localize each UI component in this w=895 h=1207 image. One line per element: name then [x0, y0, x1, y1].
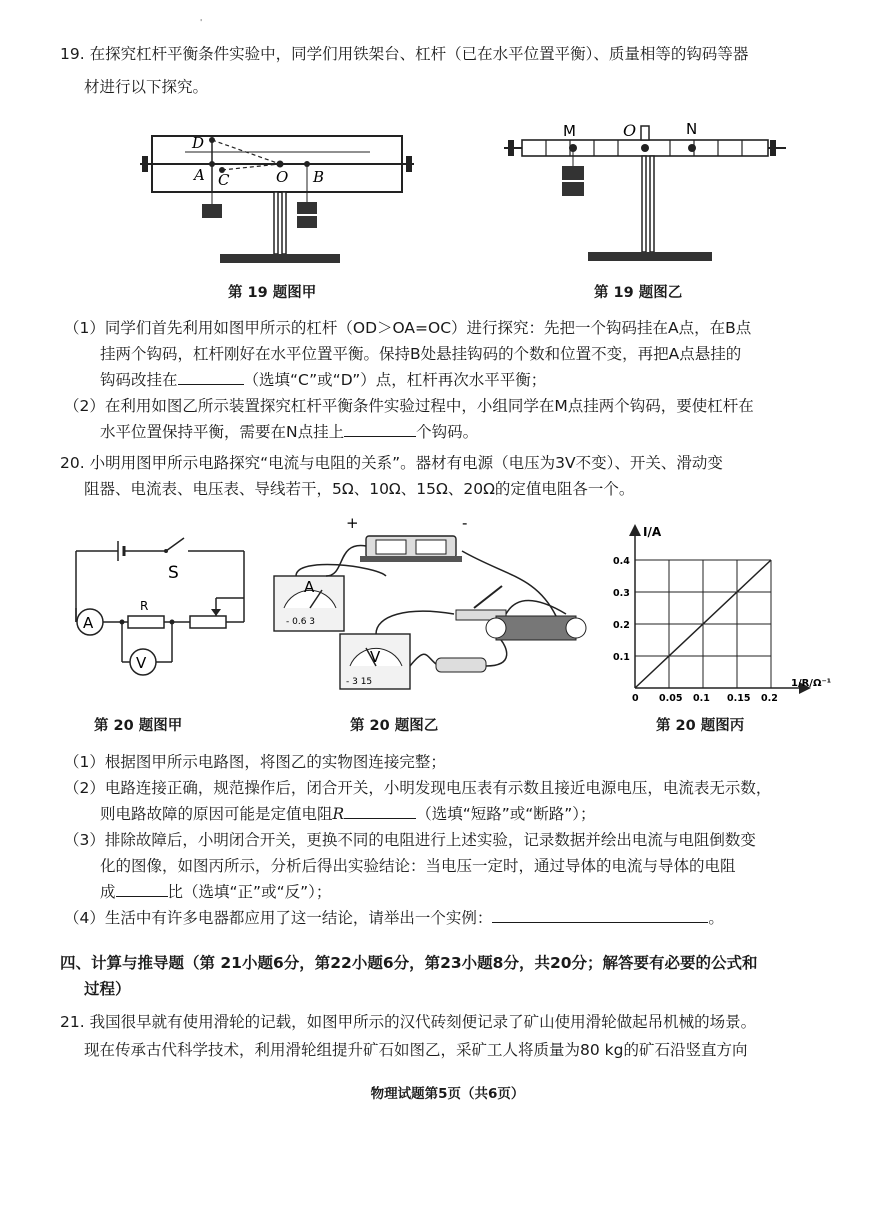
label-O2: O — [623, 121, 637, 140]
lever-figure-a — [140, 128, 420, 273]
fig19a-caption: 第 19 题图甲 — [228, 285, 317, 301]
answer-blank-q19-1[interactable] — [178, 370, 244, 385]
current-graph — [605, 520, 840, 704]
q19-p2-line1: （2）在利用如图乙所示装置探究杠杆平衡条件实验过程中，小组同学在M点挂两个钩码，要使杠杆在 — [64, 397, 754, 415]
x-axis-label: 1/R/Ω⁻¹ — [791, 678, 832, 689]
q20-p3-line2: 化的图像，如图丙所示，分析后得出实验结论：当电压一定时，通过导体的电流与导体的电阻 — [100, 857, 736, 875]
y-tick-label: 0.4 — [613, 556, 630, 567]
circuit-diagram — [66, 536, 256, 686]
switch-label: S — [168, 563, 179, 583]
ammeter-label: A — [83, 614, 94, 632]
fig20c-caption: 第 20 题图丙 — [656, 718, 745, 734]
x-tick-label: 0.05 — [659, 693, 683, 704]
q19-p1-line2: 挂两个钩码，杠杆刚好在水平位置平衡。保持B处悬挂钩码的个数和位置不变，再把A点悬挂的 — [100, 345, 742, 363]
am-label: A — [304, 578, 315, 596]
am-terms: - 0.6 3 — [286, 617, 316, 627]
label-O: O — [276, 168, 289, 186]
q19-line2: 材进行以下探究。 — [84, 78, 209, 96]
y-tick-label: 0.1 — [613, 652, 630, 663]
q20-line2: 阻器、电流表、电压表、导线若干，5Ω、10Ω、15Ω、20Ω的定值电阻各一个。 — [84, 480, 635, 498]
section4-heading-line1: 四、计算与推导题（第 21小题6分，第22小题6分，第23小题8分，共20分；解答要有必要的公式和 — [60, 954, 758, 972]
q20-line1: 20. 小明用图甲所示电路探究“电流与电阻的关系”。器材有电源（电压为3V不变）、开关、滑动变 — [60, 454, 723, 472]
x-tick-label: 0.15 — [727, 693, 751, 704]
label-N: N — [686, 120, 698, 138]
label-C: C — [218, 171, 230, 189]
resistor-label: R — [140, 599, 149, 613]
x-tick-label: 0.1 — [693, 693, 710, 704]
lever-figure-b — [500, 118, 790, 268]
x-tick-label: 0 — [632, 693, 639, 704]
answer-blank-q20-2[interactable] — [344, 804, 416, 819]
answer-blank-q20-4[interactable] — [492, 908, 708, 923]
vm-terms: - 3 15 — [346, 677, 373, 687]
page-footer: 物理试题第5页（共6页） — [370, 1086, 525, 1102]
y-tick-label: 0.3 — [613, 588, 630, 599]
fig20b-caption: 第 20 题图乙 — [350, 718, 439, 734]
x-tick-label: 0.2 — [761, 693, 778, 704]
y-tick-label: 0.2 — [613, 620, 630, 631]
q20-p1: （1）根据图甲所示电路图，将图乙的实物图连接完整； — [64, 753, 446, 771]
q21-line1: 21. 我国很早就有使用滑轮的记载，如图甲所示的汉代砖刻便记录了矿山使用滑轮做起吊机械的场景。 — [60, 1013, 757, 1031]
fig19b-caption: 第 19 题图乙 — [594, 285, 683, 301]
q19-p1-line3: 钩码改挂在 （选填“C”或“D”）点，杠杆再次水平平衡； — [100, 371, 547, 389]
battery-plus: + — [346, 514, 359, 532]
q20-p3-line1: （3）排除故障后，小明闭合开关，更换不同的电阻进行上述实验，记录数据并绘出电流与电阻倒数变 — [64, 831, 756, 849]
q19-p1-line1: （1）同学们首先利用如图甲所示的杠杆（OD＞OA=OC）进行探究：先把一个钩码挂在A点，在B点 — [64, 319, 752, 337]
label-D: D — [192, 134, 205, 152]
y-axis-label: I/A — [643, 525, 662, 539]
voltmeter-label: V — [136, 654, 147, 672]
fig20a-caption: 第 20 题图甲 — [94, 718, 183, 734]
q20-p2-line1: （2）电路连接正确，规范操作后，闭合开关，小明发现电压表有示数且接近电源电压，电流表无示数， — [64, 779, 772, 797]
answer-blank-q19-2[interactable] — [344, 422, 416, 437]
wiring-figure — [266, 516, 606, 696]
q21-line2: 现在传承古代科学技术，利用滑轮组提升矿石如图乙，采矿工人将质量为80 kg的矿石沿竖直方向 — [84, 1041, 748, 1059]
q19-p2-line2: 水平位置保持平衡，需要在N点挂上 个钩码。 — [100, 423, 479, 441]
section4-heading-line2: 过程） — [84, 980, 131, 998]
header-mark: ' — [200, 18, 203, 27]
label-M: M — [563, 122, 576, 140]
q20-p2-line2: 则电路故障的原因可能是定值电阻R （选填“短路”或“断路”）； — [100, 805, 596, 823]
q20-p3-line3: 成 比（选填“正”或“反”）； — [100, 883, 332, 901]
label-A: A — [194, 166, 205, 184]
answer-blank-q20-3[interactable] — [116, 882, 168, 897]
vm-label: V — [370, 648, 381, 666]
q19-line1: 19. 在探究杠杆平衡条件实验中，同学们用铁架台、杠杆（已在水平位置平衡）、质量相等的钩码等器 — [60, 45, 749, 63]
q20-p4: （4）生活中有许多电器都应用了这一结论，请举出一个实例： 。 — [64, 909, 724, 927]
label-B: B — [313, 168, 325, 186]
battery-minus: - — [462, 514, 468, 532]
